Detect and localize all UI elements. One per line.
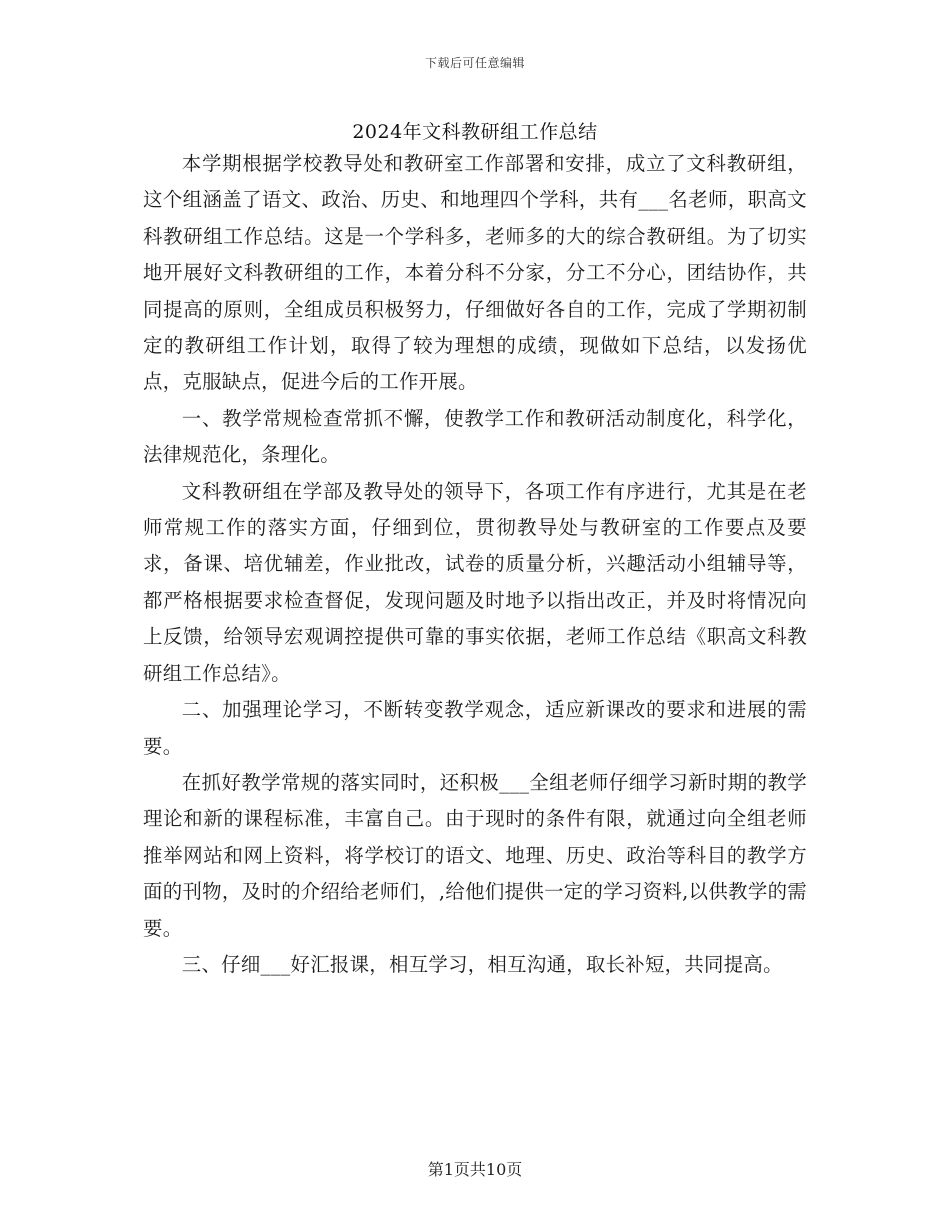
paragraph-section-1-heading: 一、教学常规检查常抓不懈，使教学工作和教研活动制度化，科学化，法律规范化，条理化。 bbox=[143, 406, 807, 467]
paragraph-section-2-heading: 二、加强理论学习，不断转变教学观念，适应新课改的要求和进展的需要。 bbox=[143, 698, 807, 758]
paragraph-section-1-body: 文科教研组在学部及教导处的领导下，各项工作有序进行，尤其是在老师常规工作的落实方面，仔细到位，贯彻教导处与教研室的工作要点及要求，备课、培优辅差，作业批改，试卷的质量分析，兴趣活动小组辅导等，都严格根据要求检查督促，发现问题及时地予以指出改正，并及时将情况向上反馈，给领导宏观调控提供可靠的事实依据，老师工作总结《职高文科教研组工作总结》。 bbox=[143, 479, 807, 685]
paragraph-section-2-body: 在抓好教学常规的落实同时，还积极___全组老师仔细学习新时期的教学理论和新的课程标准，丰富自己。由于现时的条件有限，就通过向全组老师推举网站和网上资料，将学校订的语文、地理、历史、政治等科目的教学方面的刊物，及时的介绍给老师们，,给他们提供一定的学习资料,以供教学的需要。 bbox=[143, 770, 807, 940]
header-note: 下载后可任意编辑 bbox=[424, 56, 525, 70]
document-body bbox=[143, 146, 807, 983]
page-number: 第1页共10页 bbox=[427, 1160, 523, 1179]
paragraph-intro: 本学期根据学校教导处和教研室工作部署和安排，成立了文科教研组，这个组涵盖了语文、政治、历史、和地理四个学科，共有___名老师，职高文科教研组工作总结。这是一个学科多，老师多的大的综合教研组。为了切实地开展好文科教研组的工作，本着分科不分家，分工不分心，团结协作，共同提高的原则，全组成员积极努力，仔细做好各自的工作，完成了学期初制定的教研组工作计划，取得了较为理想的成绩，现做如下总结，以发扬优点，克服缺点，促进今后的工作开展。 bbox=[143, 152, 807, 394]
paragraph-section-3-heading: 三、仔细___好汇报课，相互学习，相互沟通，取长补短，共同提高。 bbox=[181, 952, 783, 976]
document-title: 2024年文科教研组工作总结 bbox=[352, 121, 598, 143]
